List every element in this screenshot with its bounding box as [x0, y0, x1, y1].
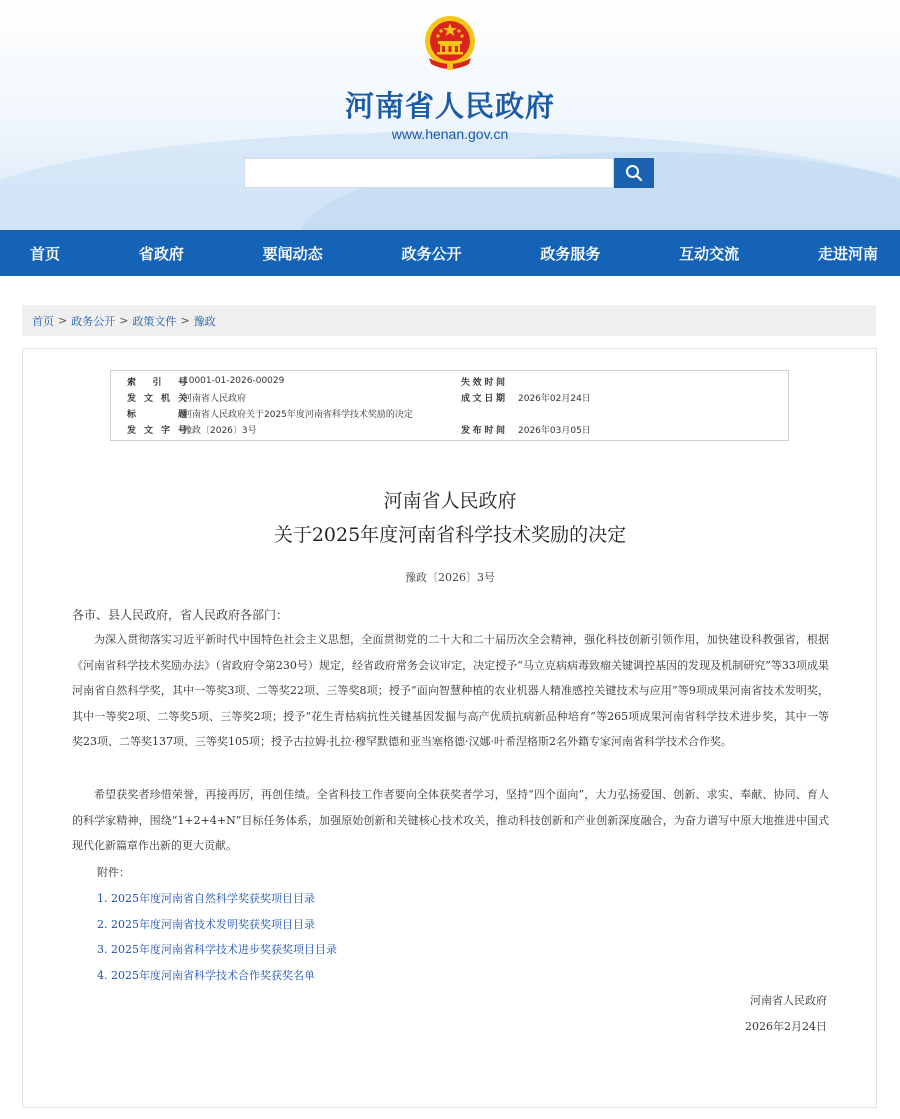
breadcrumb-separator: >: [58, 314, 68, 327]
nav-item-home[interactable]: 首页: [30, 244, 61, 263]
docno-value: 豫政〔2026〕3号: [183, 425, 257, 436]
signature-organization: 河南省人民政府: [750, 994, 827, 1007]
attachment-link[interactable]: 2. 2025年度河南省技术发明奖获奖项目目录: [97, 918, 315, 931]
breadcrumb-separator: >: [119, 314, 129, 327]
index-label: 索引号: [127, 377, 187, 388]
document-info-table: [110, 370, 789, 441]
attachment-link[interactable]: 3. 2025年度河南省科学技术进步奖获奖项目目录: [97, 943, 337, 956]
info-row: [111, 421, 790, 437]
info-row: [111, 389, 790, 405]
published-label: 发布时间: [461, 425, 505, 436]
nav-item-provincial-government[interactable]: 省政府: [138, 244, 184, 263]
nav-item-services[interactable]: 政务服务: [540, 244, 601, 263]
document-title-line1: 河南省人民政府: [383, 490, 517, 512]
nav-item-open-government[interactable]: 政务公开: [401, 244, 462, 263]
document-number: 豫政〔2026〕3号: [405, 571, 495, 584]
attachment-link[interactable]: 1. 2025年度河南省自然科学奖获奖项目目录: [97, 892, 315, 905]
index-value: 10001-01-2026-00029: [183, 376, 285, 386]
title-label: 标题: [127, 409, 187, 420]
valid-label: 失效时间: [461, 377, 505, 388]
search-button[interactable]: [614, 158, 654, 188]
breadcrumb: [22, 305, 876, 336]
site-header: [0, 0, 900, 232]
search-input[interactable]: [244, 158, 614, 188]
main-nav: [0, 230, 900, 276]
national-emblem-icon: [423, 14, 477, 72]
issuer-value: 河南省人民政府: [183, 393, 247, 404]
search-icon: [625, 164, 643, 182]
site-url[interactable]: www.henan.gov.cn: [391, 126, 509, 142]
breadcrumb-item-home[interactable]: 首页: [32, 314, 54, 328]
created-value: 2026年02月24日: [518, 393, 591, 404]
docno-label: 发文字号: [127, 425, 187, 436]
nav-item-news[interactable]: 要闻动态: [262, 244, 323, 263]
breadcrumb-item-policy-documents[interactable]: 政策文件: [132, 314, 177, 328]
breadcrumb-item-yuzheng[interactable]: 豫政: [193, 314, 216, 328]
document-paragraph: 为深入贯彻落实习近平新时代中国特色社会主义思想，全面贯彻党的二十大和二十届历次全会精神，强化科技创新引领作用，加快建设科教强省，根据《河南省科学技术奖励办法》（省政府令第230号）规定，经省政府常务会议审定，决定授予“马立克病病毒致瘤关键调控基因的发现及机制研究”等33项成果河南省自然科学奖，其中一等奖3项、二等奖22项、三等奖8项；授予“面向智慧种植的农业机器人精准感控关键技术与应用”等9项成果河南省技术发明奖，其中一等奖2项、二等奖5项、三等奖2项；授予“花生青枯病抗性关键基因发掘与高产优质抗病新品种培育”等265项成果河南省科学技术进步奖，其中一等奖23项、二等奖137项、三等奖105项；授予古拉姆·扎拉·穆罕默德和亚当塞格德·汉娜·叶希涅格斯2名外籍专家河南省科学技术合作奖。: [72, 633, 829, 748]
attachment-link[interactable]: 4. 2025年度河南省科学技术合作奖获奖名单: [97, 969, 315, 982]
info-row: [111, 405, 790, 421]
nav-item-interaction[interactable]: 互动交流: [679, 244, 740, 263]
document-paragraph: 希望获奖者珍惜荣誉，再接再厉，再创佳绩。全省科技工作者要向全体获奖者学习，坚持“四个面向”，大力弘扬爱国、创新、求实、奉献、协同、育人的科学家精神，围绕“1+2+4+N”目标任务体系，加强原始创新和关键核心技术攻关，推动科技创新和产业创新深度融合，为奋力谱写中原大地推进中国式现代化新篇章作出新的更大贡献。: [72, 788, 829, 852]
created-label: 成文日期: [461, 393, 505, 404]
breadcrumb-separator: >: [180, 314, 190, 327]
info-row: [111, 373, 790, 389]
site-title[interactable]: 河南省人民政府: [344, 89, 555, 123]
attachments-label: 附件：: [97, 866, 130, 879]
document-salutation: 各市、县人民政府，省人民政府各部门：: [72, 608, 289, 622]
signature-date: 2026年2月24日: [745, 1020, 827, 1033]
issuer-label: 发文机关: [127, 393, 187, 404]
title-value: 河南省人民政府关于2025年度河南省科学技术奖励的决定: [183, 409, 413, 420]
document-title-line2: 关于2025年度河南省科学技术奖励的决定: [273, 524, 627, 546]
breadcrumb-item-open-government[interactable]: 政务公开: [71, 314, 116, 328]
nav-item-about-henan[interactable]: 走进河南: [817, 244, 878, 263]
published-value: 2026年03月05日: [518, 425, 591, 436]
